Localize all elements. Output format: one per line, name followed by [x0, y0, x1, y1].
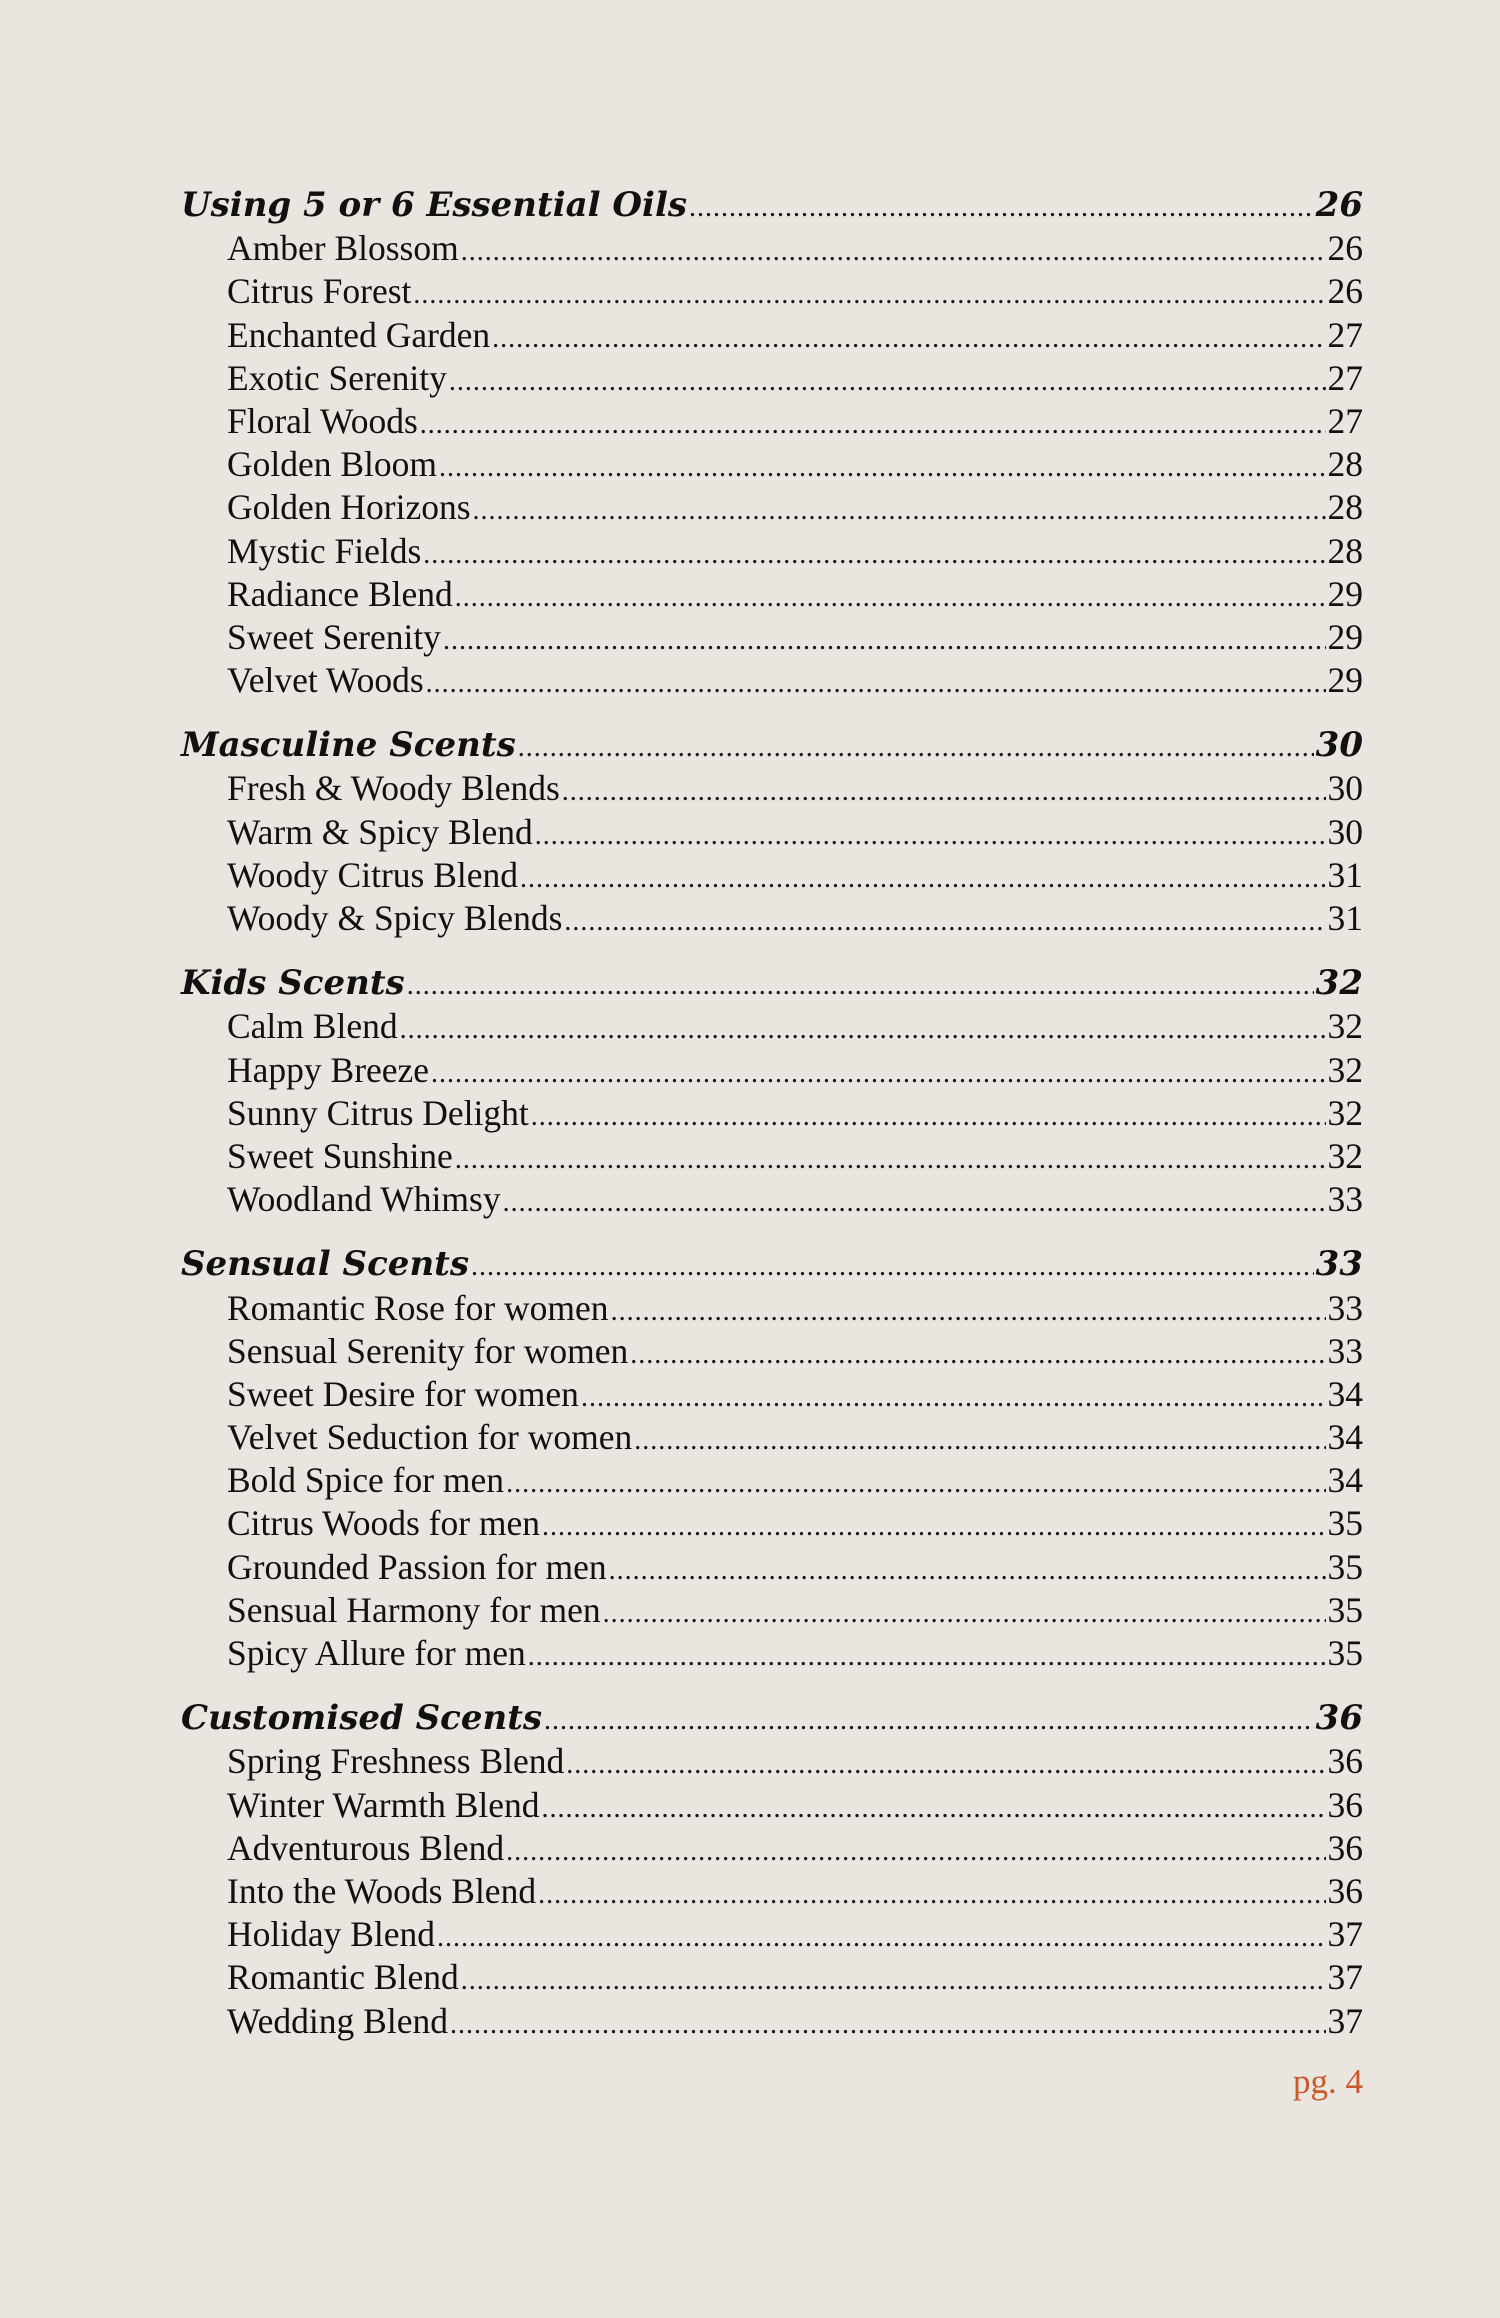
toc-entry-label: Mystic Fields: [227, 530, 422, 571]
toc-entry[interactable]: [181, 270, 1363, 313]
toc-entry-label: Amber Blossom: [227, 228, 459, 269]
toc-entry-label: Floral Woods: [227, 400, 418, 441]
toc-entry[interactable]: [181, 530, 1363, 573]
dot-leader: [544, 1699, 1314, 1742]
toc-page-number: 33: [1327, 1287, 1363, 1328]
toc-entry-label: Sensual Serenity for women: [227, 1330, 629, 1371]
toc-entry[interactable]: [181, 1827, 1363, 1870]
dot-leader: [473, 489, 1326, 532]
toc-page-number: 32: [1327, 1135, 1363, 1176]
toc-page-number: 36: [1327, 1870, 1363, 1911]
toc-entry-label: Velvet Woods: [227, 660, 424, 701]
dot-leader: [566, 1743, 1325, 1786]
dot-leader: [611, 1290, 1326, 1333]
toc-entry[interactable]: [181, 1373, 1363, 1416]
toc-page-number: 32: [1327, 1049, 1363, 1090]
dot-leader: [609, 1549, 1326, 1592]
toc-page-number: 34: [1327, 1460, 1363, 1501]
toc-entry[interactable]: [181, 486, 1363, 529]
toc-page-number: 36: [1327, 1784, 1363, 1825]
dot-leader: [471, 1245, 1314, 1288]
toc-entry-label: Wedding Blend: [227, 2000, 448, 2041]
dot-leader: [437, 1916, 1325, 1959]
toc-entry[interactable]: [181, 1287, 1363, 1330]
toc-entry-label: Grounded Passion for men: [227, 1546, 607, 1587]
toc-page-number: 29: [1327, 660, 1363, 701]
toc-entry-label: Adventurous Blend: [227, 1827, 505, 1868]
toc-entry[interactable]: [181, 227, 1363, 270]
toc-section-customised-scents: [181, 1697, 1363, 2043]
toc-page-number: 26: [1327, 271, 1363, 312]
toc-page-number: 27: [1327, 357, 1363, 398]
toc-section-heading[interactable]: [181, 1243, 1363, 1286]
toc-section-heading[interactable]: [181, 962, 1363, 1005]
toc-entry[interactable]: [181, 1135, 1363, 1178]
toc-entry-label: Woody Citrus Blend: [227, 854, 519, 895]
toc-entry-label: Spicy Allure for men: [227, 1633, 526, 1673]
toc-page-number: 37: [1327, 2000, 1363, 2041]
toc-section-using-5-or-6-essential-oils: [181, 184, 1363, 702]
toc-entry[interactable]: [181, 1740, 1363, 1783]
toc-page-number: 34: [1327, 1417, 1363, 1458]
toc-entry[interactable]: [181, 1092, 1363, 1135]
dot-leader: [535, 814, 1326, 857]
toc-entry-label: Holiday Blend: [227, 1914, 436, 1955]
toc-entry-label: Velvet Seduction for women: [227, 1417, 633, 1458]
toc-entry[interactable]: [181, 1502, 1363, 1545]
toc-heading-label: Kids Scents: [181, 963, 405, 1004]
toc-section-masculine-scents: [181, 724, 1363, 940]
toc-entry-label: Golden Horizons: [227, 487, 471, 528]
toc-page-number: 35: [1327, 1633, 1363, 1673]
toc-entry[interactable]: [181, 897, 1363, 940]
toc-entry-label: Happy Breeze: [227, 1049, 430, 1090]
toc-entry-label: Exotic Serenity: [227, 357, 447, 398]
toc-entry-label: Romantic Blend: [227, 1957, 459, 1998]
toc-heading-label: Customised Scents: [181, 1698, 543, 1739]
toc-section-sensual-scents: [181, 1243, 1363, 1675]
dot-leader: [562, 770, 1326, 813]
toc-entry[interactable]: [181, 1416, 1363, 1459]
toc-page-number: 36: [1327, 1741, 1363, 1782]
toc-entry[interactable]: [181, 1459, 1363, 1502]
toc-entry[interactable]: [181, 854, 1363, 897]
dot-leader: [400, 1008, 1326, 1051]
toc-entry[interactable]: [181, 1913, 1363, 1956]
toc-entry[interactable]: [181, 2000, 1363, 2043]
toc-entry-label: Woodland Whimsy: [227, 1179, 501, 1220]
toc-heading-label: Sensual Scents: [181, 1244, 470, 1285]
dot-leader: [538, 1873, 1325, 1916]
toc-section-heading[interactable]: [181, 1697, 1363, 1740]
dot-leader: [426, 662, 1326, 705]
dot-leader: [455, 576, 1326, 619]
dot-leader: [689, 186, 1314, 229]
toc-section-kids-scents: [181, 962, 1363, 1221]
dot-leader: [542, 1787, 1326, 1830]
toc-page-number: 29: [1327, 616, 1363, 657]
toc-entry[interactable]: [181, 659, 1363, 702]
page-number-footer: pg. 4: [1293, 2062, 1363, 2101]
dot-leader: [506, 1462, 1325, 1505]
toc-entry-label: Citrus Forest: [227, 271, 412, 312]
toc-entry[interactable]: [181, 811, 1363, 854]
toc-page-number: 29: [1327, 573, 1363, 614]
toc-page-number: 33: [1327, 1179, 1363, 1220]
toc-section-heading[interactable]: [181, 184, 1363, 227]
toc-entry[interactable]: [181, 767, 1363, 810]
toc-heading-label: Masculine Scents: [181, 725, 516, 766]
dot-leader: [450, 2003, 1326, 2046]
dot-leader: [634, 1419, 1325, 1462]
toc-entry-label: Winter Warmth Blend: [227, 1784, 540, 1825]
toc-page-number: 32: [1315, 963, 1363, 1004]
toc-page-number: 33: [1327, 1330, 1363, 1371]
toc-entry-label: Fresh & Woody Blends: [227, 768, 560, 809]
toc-section-heading[interactable]: [181, 724, 1363, 767]
toc-page-number: 26: [1315, 185, 1363, 225]
dot-leader: [407, 964, 1314, 1007]
toc-page-number: 32: [1327, 1006, 1363, 1047]
toc-page-number: 31: [1327, 898, 1363, 938]
toc-entry-label: Romantic Rose for women: [227, 1287, 609, 1328]
toc-page-number: 26: [1327, 228, 1363, 269]
toc-entry[interactable]: [181, 1870, 1363, 1913]
toc-page-number: 34: [1327, 1373, 1363, 1414]
toc-entry-label: Radiance Blend: [227, 573, 453, 614]
toc-entry-label: Enchanted Garden: [227, 314, 491, 355]
toc-entry[interactable]: [181, 1784, 1363, 1827]
toc-page-number: 28: [1327, 444, 1363, 485]
toc-entry[interactable]: [181, 314, 1363, 357]
toc-page-number: 36: [1327, 1827, 1363, 1868]
toc-page-number: 28: [1327, 487, 1363, 528]
toc-entry[interactable]: [181, 1049, 1363, 1092]
dot-leader: [439, 446, 1325, 489]
toc-entry[interactable]: [181, 1178, 1363, 1221]
toc-entry[interactable]: [181, 1005, 1363, 1048]
toc-entry[interactable]: [181, 1589, 1363, 1632]
toc-entry-label: Citrus Woods for men: [227, 1503, 541, 1544]
dot-leader: [461, 1959, 1326, 2002]
toc-entry[interactable]: [181, 357, 1363, 400]
dot-leader: [506, 1830, 1325, 1873]
dot-leader: [423, 533, 1325, 576]
toc-entry-label: Sweet Sunshine: [227, 1135, 453, 1176]
dot-leader: [630, 1333, 1325, 1376]
toc-entry-label: Spring Freshness Blend: [227, 1741, 565, 1782]
toc-page-number: 37: [1327, 1914, 1363, 1955]
toc-entry-label: Sweet Serenity: [227, 616, 441, 657]
toc-entry-label: Woody & Spicy Blends: [227, 898, 563, 938]
toc-page-number: 35: [1327, 1589, 1363, 1630]
toc-entry[interactable]: [181, 1632, 1363, 1675]
dot-leader: [542, 1505, 1325, 1548]
toc-entry[interactable]: [181, 1330, 1363, 1373]
toc-page-number: 32: [1327, 1092, 1363, 1133]
dot-leader: [449, 360, 1326, 403]
toc-page-number: 35: [1327, 1503, 1363, 1544]
toc-page-number: 37: [1327, 1957, 1363, 1998]
dot-leader: [492, 317, 1325, 360]
table-of-contents: [181, 184, 1363, 2065]
toc-page-number: 30: [1327, 811, 1363, 852]
dot-leader: [455, 1138, 1326, 1181]
dot-leader: [443, 619, 1326, 662]
dot-leader: [461, 230, 1326, 273]
toc-entry[interactable]: [181, 1546, 1363, 1589]
dot-leader: [581, 1376, 1326, 1419]
toc-entry[interactable]: [181, 400, 1363, 443]
dot-leader: [431, 1052, 1325, 1095]
toc-page-number: 27: [1327, 314, 1363, 355]
dot-leader: [518, 726, 1314, 769]
toc-entry[interactable]: [181, 443, 1363, 486]
dot-leader: [503, 1181, 1326, 1224]
toc-page-number: 33: [1315, 1244, 1363, 1285]
toc-entry-label: Calm Blend: [227, 1006, 398, 1047]
toc-entry[interactable]: [181, 616, 1363, 659]
dot-leader: [528, 1635, 1326, 1678]
toc-entry-label: Sweet Desire for women: [227, 1373, 579, 1414]
toc-entry-label: Sensual Harmony for men: [227, 1589, 601, 1630]
toc-entry-label: Into the Woods Blend: [227, 1870, 537, 1911]
toc-entry-label: Sunny Citrus Delight: [227, 1092, 529, 1133]
toc-page-number: 27: [1327, 400, 1363, 441]
toc-entry-label: Bold Spice for men: [227, 1460, 505, 1501]
toc-entry-label: Golden Bloom: [227, 444, 438, 485]
toc-heading-label: Using 5 or 6 Essential Oils: [181, 185, 687, 225]
dot-leader: [603, 1592, 1326, 1635]
toc-page-number: 35: [1327, 1546, 1363, 1587]
toc-entry[interactable]: [181, 1956, 1363, 1999]
toc-entry-label: Warm & Spicy Blend: [227, 811, 533, 852]
dot-leader: [520, 857, 1325, 900]
toc-page-number: 30: [1315, 725, 1363, 766]
toc-entry[interactable]: [181, 573, 1363, 616]
dot-leader: [531, 1095, 1326, 1138]
toc-page-number: 28: [1327, 530, 1363, 571]
dot-leader: [420, 403, 1326, 446]
toc-page-number: 30: [1327, 768, 1363, 809]
toc-page-number: 31: [1327, 854, 1363, 895]
toc-page-number: 36: [1315, 1698, 1363, 1739]
dot-leader: [564, 900, 1325, 943]
dot-leader: [413, 273, 1325, 316]
